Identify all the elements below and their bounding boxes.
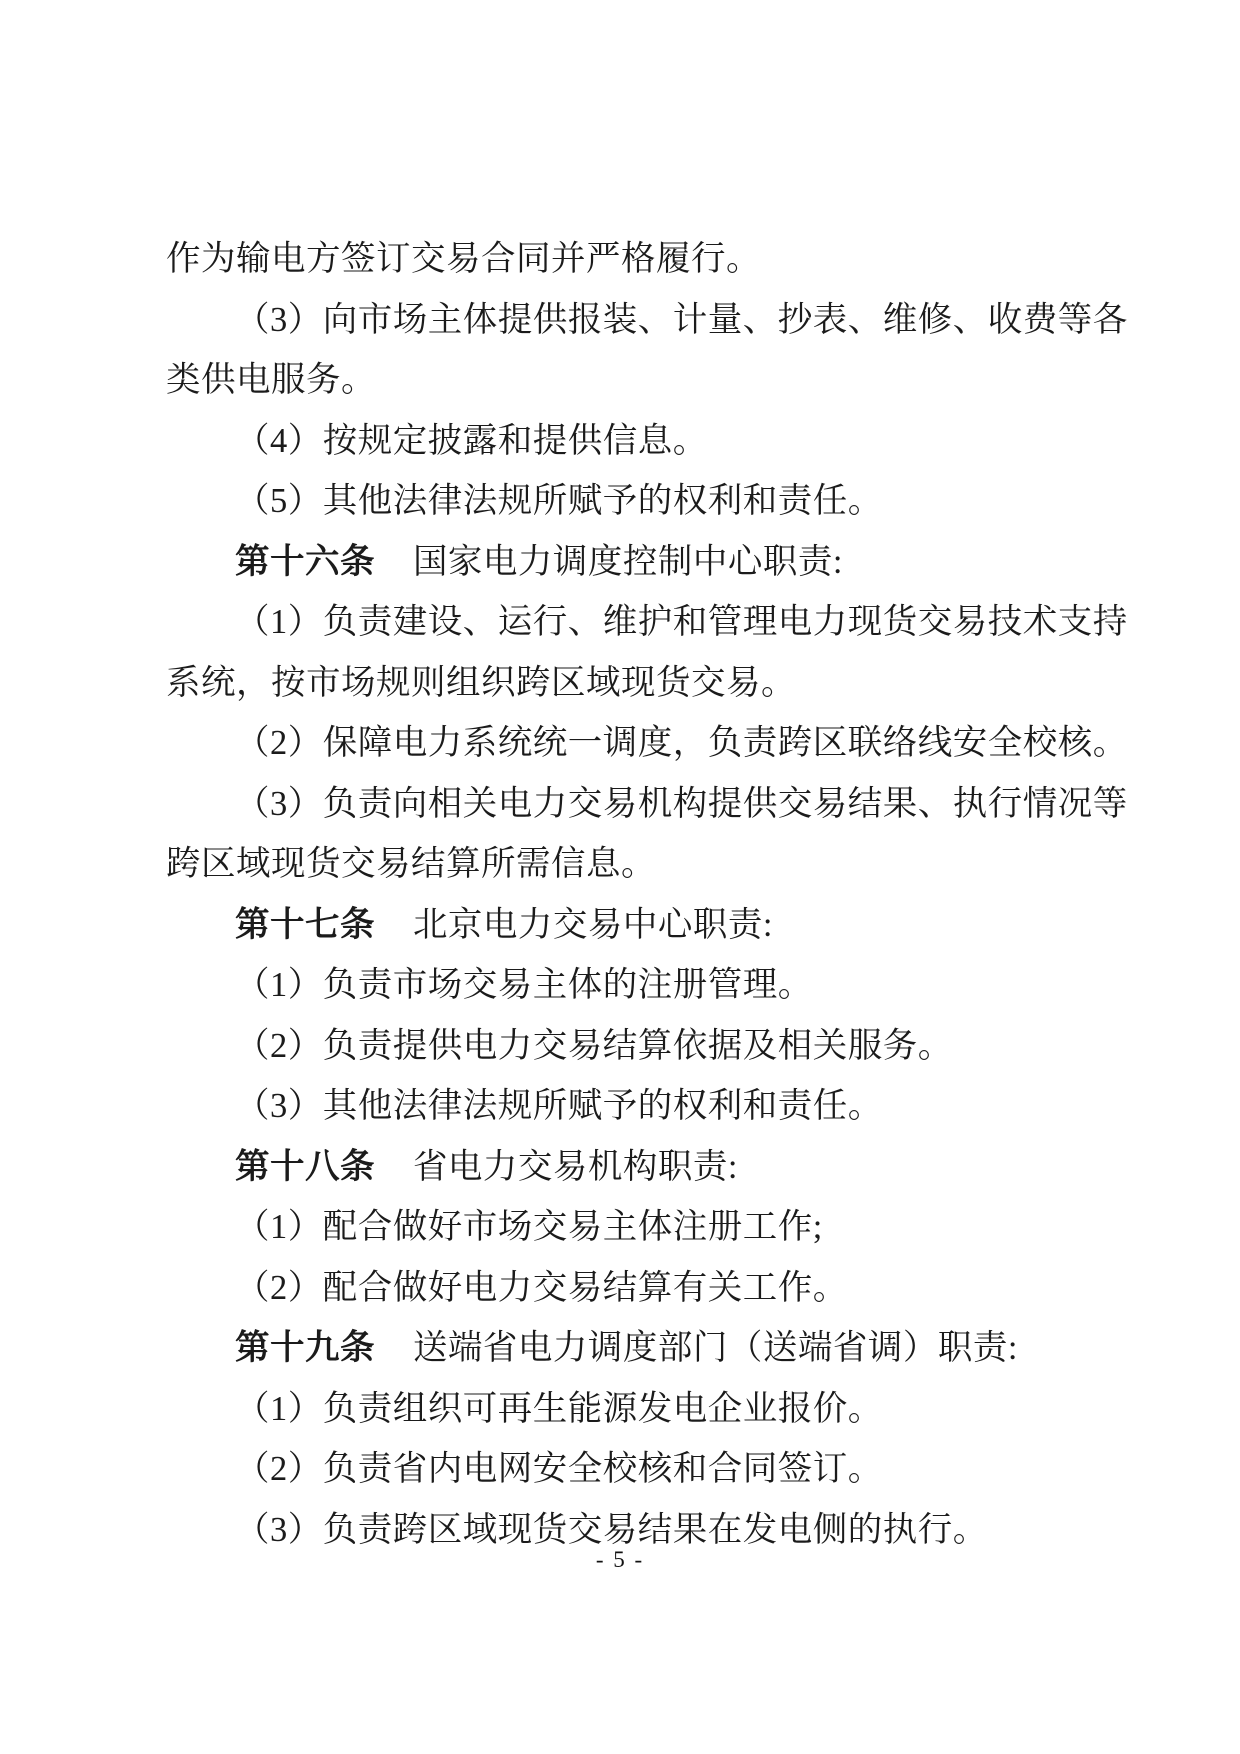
text-line (166, 229, 1090, 290)
page-number: - 5 - (595, 1547, 645, 1572)
article-heading-line (166, 1318, 1090, 1379)
line-text: （4）按规定披露和提供信息。 (235, 421, 708, 460)
line-text: 系统，按市场规则组织跨区域现货交易。 (166, 663, 796, 702)
line-text: （3）负责跨区域现货交易结果在发电侧的执行。 (235, 1510, 988, 1549)
text-line (166, 834, 1090, 895)
article-heading-line (166, 532, 1090, 593)
article-heading-line (166, 1137, 1090, 1198)
line-text: 省电力交易机构职责: (412, 1147, 739, 1186)
line-text: （3）其他法律法规所赋予的权利和责任。 (235, 1087, 883, 1125)
text-line (166, 1076, 1090, 1137)
article-number: 第十六条 (235, 542, 375, 581)
article-number: 第十九条 (235, 1329, 375, 1367)
text-line (166, 1258, 1090, 1319)
line-text: （3）负责向相关电力交易机构提供交易结果、执行情况等 (235, 784, 1128, 823)
line-text: （1）配合做好市场交易主体注册工作; (235, 1208, 823, 1246)
line-text: （5）其他法律法规所赋予的权利和责任。 (235, 482, 883, 520)
line-text: 北京电力交易中心职责: (412, 905, 774, 944)
text-line (166, 955, 1090, 1016)
text-line (166, 350, 1090, 411)
line-text: （2）负责提供电力交易结算依据及相关服务。 (235, 1026, 953, 1065)
text-line (166, 1016, 1090, 1077)
article-number: 第十八条 (235, 1147, 375, 1186)
line-text: 类供电服务。 (166, 361, 376, 399)
line-text: （1）负责建设、运行、维护和管理电力现货交易技术支持 (235, 603, 1128, 641)
line-text: 跨区域现货交易结算所需信息。 (166, 845, 656, 883)
text-line (166, 471, 1090, 532)
text-line (166, 411, 1090, 472)
text-line (166, 653, 1090, 714)
line-text: 国家电力调度控制中心职责: (412, 542, 844, 581)
document-body (166, 229, 1128, 1560)
text-line (166, 774, 1128, 835)
text-line (166, 592, 1128, 653)
line-text: （1）负责组织可再生能源发电企业报价。 (235, 1389, 883, 1428)
line-text: （2）保障电力系统统一调度，负责跨区联络线安全校核。 (235, 724, 1128, 762)
text-line (166, 290, 1128, 351)
text-line (166, 1379, 1090, 1440)
line-text: 作为输电方签订交易合同并严格履行。 (166, 240, 761, 278)
line-text: （1）负责市场交易主体的注册管理。 (235, 966, 813, 1004)
text-line (166, 1197, 1090, 1258)
text-line (166, 713, 1128, 774)
line-text: 送端省电力调度部门（送端省调）职责: (412, 1329, 1019, 1367)
article-heading-line (166, 895, 1090, 956)
line-text: （2）配合做好电力交易结算有关工作。 (235, 1268, 848, 1307)
article-number: 第十七条 (235, 905, 375, 944)
line-text: （2）负责省内电网安全校核和合同签订。 (235, 1450, 883, 1488)
line-text: （3）向市场主体提供报装、计量、抄表、维修、收费等各 (235, 300, 1128, 339)
text-line (166, 1439, 1090, 1500)
